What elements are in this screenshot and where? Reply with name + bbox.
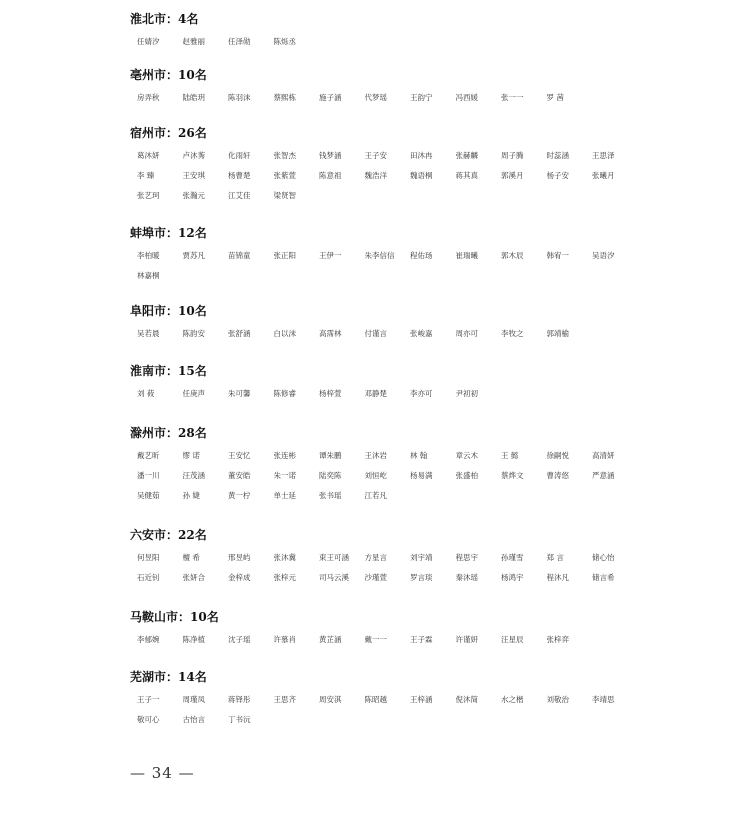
person-name: 崔瑞曦 xyxy=(455,251,478,260)
page-number: — 34 — xyxy=(130,764,195,782)
person-name: 张紫萱 xyxy=(273,171,296,180)
person-name: 杨曹楚 xyxy=(228,171,251,180)
person-name: 缪 诺 xyxy=(182,451,200,460)
person-name: 王 懿 xyxy=(501,451,519,460)
section-title: 淮南市：15名 xyxy=(130,364,207,378)
person-name: 杨鸿宇 xyxy=(501,573,524,582)
person-name: 陆皓玥 xyxy=(182,93,205,102)
section-title: 宿州市：26名 xyxy=(130,126,207,140)
person-name: 张曦月 xyxy=(592,171,615,180)
name-list xyxy=(137,384,730,404)
person-name: 林 翰 xyxy=(410,451,428,460)
name-list xyxy=(137,630,730,650)
person-name: 李柏暖 xyxy=(137,251,160,260)
person-name: 陈意祖 xyxy=(319,171,342,180)
person-name: 陈韵安 xyxy=(182,329,205,338)
section-title: 芜湖市：14名 xyxy=(130,670,207,684)
person-name: 陆奕陈 xyxy=(319,471,342,480)
person-name: 尹初初 xyxy=(455,389,478,398)
person-name: 张盛柏 xyxy=(455,471,478,480)
person-name: 潘一川 xyxy=(137,471,160,480)
person-name: 何昱阳 xyxy=(137,553,160,562)
name-list xyxy=(137,32,730,52)
person-name: 王子安 xyxy=(364,151,387,160)
person-name: 苗锦童 xyxy=(228,251,251,260)
person-name: 张瀚元 xyxy=(182,191,205,200)
person-name: 董安皓 xyxy=(228,471,251,480)
person-name: 王安琪 xyxy=(182,171,205,180)
name-list xyxy=(137,88,730,108)
person-name: 田沐冉 xyxy=(410,151,433,160)
person-name: 单士延 xyxy=(273,491,296,500)
person-name: 司马云溪 xyxy=(319,573,349,582)
person-name: 高霈林 xyxy=(319,329,342,338)
section-wuhu xyxy=(130,670,730,730)
person-name: 黄一柠 xyxy=(228,491,251,500)
person-name: 施子涵 xyxy=(319,93,342,102)
person-name: 王梓涵 xyxy=(410,695,433,704)
person-name: 孙 婕 xyxy=(182,491,200,500)
person-name: 王思泽 xyxy=(592,151,615,160)
name-list xyxy=(137,548,730,588)
person-name: 杨易满 xyxy=(410,471,433,480)
person-name: 陈修睿 xyxy=(273,389,296,398)
person-name: 李靖思 xyxy=(592,695,615,704)
person-name: 严意涵 xyxy=(592,471,615,480)
person-name: 朱一诺 xyxy=(273,471,296,480)
person-name: 任庚声 xyxy=(182,389,205,398)
person-name: 陈净植 xyxy=(182,635,205,644)
section-huainan xyxy=(130,364,730,404)
section-title: 阜阳市：10名 xyxy=(130,304,207,318)
person-name: 刘宇靖 xyxy=(410,553,433,562)
person-name: 白以沫 xyxy=(273,329,296,338)
section-title: 滁州市：28名 xyxy=(130,426,207,440)
person-name: 时蕊涵 xyxy=(546,151,569,160)
person-name: 刘敬治 xyxy=(546,695,569,704)
name-list xyxy=(137,446,730,506)
person-name: 敬可心 xyxy=(137,715,160,724)
person-name: 张一一 xyxy=(501,93,524,102)
person-name: 蒋铎彤 xyxy=(228,695,251,704)
person-name: 陈昭越 xyxy=(364,695,387,704)
section-huaibei xyxy=(130,12,730,52)
section-title: 马鞍山市：10名 xyxy=(130,610,219,624)
person-name: 魏浩洋 xyxy=(364,171,387,180)
person-name: 魏语桐 xyxy=(410,171,433,180)
person-name: 邢昱屿 xyxy=(228,553,251,562)
person-name: 古怡言 xyxy=(182,715,205,724)
name-list xyxy=(137,246,730,286)
person-name: 李牧之 xyxy=(501,329,524,338)
person-name: 戴一一 xyxy=(364,635,387,644)
person-name: 罗 茜 xyxy=(546,93,564,102)
person-name: 郭溪月 xyxy=(501,171,524,180)
person-name: 赵雅丽 xyxy=(182,37,205,46)
person-name: 檀 希 xyxy=(182,553,200,562)
person-name: 冯西媛 xyxy=(455,93,478,102)
person-name: 梁贤智 xyxy=(273,191,296,200)
person-name: 水之楷 xyxy=(501,695,524,704)
person-name: 郭木辰 xyxy=(501,251,524,260)
person-name: 王伊一 xyxy=(319,251,342,260)
person-name: 孙瑾雪 xyxy=(501,553,524,562)
section-chuzhou xyxy=(130,426,730,506)
person-name: 李亦可 xyxy=(410,389,433,398)
person-name: 程思宇 xyxy=(455,553,478,562)
person-name: 杨子安 xyxy=(546,171,569,180)
person-name: 王思齐 xyxy=(273,695,296,704)
person-name: 卢沐莠 xyxy=(182,151,205,160)
person-name: 郑 言 xyxy=(546,553,564,562)
person-name: 许慕肖 xyxy=(273,635,296,644)
person-name: 邓静楚 xyxy=(364,389,387,398)
person-name: 王子霖 xyxy=(410,635,433,644)
person-name: 曹涛悠 xyxy=(546,471,569,480)
person-name: 吴若晨 xyxy=(137,329,160,338)
person-name: 贾苏凡 xyxy=(182,251,205,260)
name-list xyxy=(137,690,730,730)
section-title: 亳州市：10名 xyxy=(130,68,207,82)
person-name: 王子一 xyxy=(137,695,160,704)
person-name: 江艾佳 xyxy=(228,191,251,200)
section-title: 六安市：22名 xyxy=(130,528,207,542)
person-name: 秦沐瑶 xyxy=(455,573,478,582)
person-name: 周瑾凤 xyxy=(182,695,205,704)
name-list xyxy=(137,146,730,206)
person-name: 房弄秋 xyxy=(137,93,160,102)
person-name: 张沐冀 xyxy=(273,553,296,562)
name-list xyxy=(137,324,730,344)
person-name: 江若凡 xyxy=(364,491,387,500)
person-name: 张书瑶 xyxy=(319,491,342,500)
person-name: 王沐岩 xyxy=(364,451,387,460)
person-name: 黄芷涵 xyxy=(319,635,342,644)
person-name: 丁书沅 xyxy=(228,715,251,724)
person-name: 高清妍 xyxy=(592,451,615,460)
person-name: 徐嗣悦 xyxy=(546,451,569,460)
person-name: 李郁婉 xyxy=(137,635,160,644)
person-name: 韩宥一 xyxy=(546,251,569,260)
person-name: 束王可涵 xyxy=(319,553,349,562)
person-name: 周安淇 xyxy=(319,695,342,704)
person-name: 张赫麟 xyxy=(455,151,478,160)
person-name: 任泽勋 xyxy=(228,37,251,46)
person-name: 蒋其真 xyxy=(455,171,478,180)
person-name: 沈子瑶 xyxy=(228,635,251,644)
person-name: 张连彬 xyxy=(273,451,296,460)
person-name: 汪星辰 xyxy=(501,635,524,644)
person-name: 刘 莜 xyxy=(137,389,155,398)
person-name: 张正阳 xyxy=(273,251,296,260)
person-name: 谭朱鹏 xyxy=(319,451,342,460)
person-name: 钱梦涵 xyxy=(319,151,342,160)
person-name: 蔡烨文 xyxy=(501,471,524,480)
person-name: 陈羽沫 xyxy=(228,93,251,102)
person-name: 储言希 xyxy=(592,573,615,582)
person-name: 陈烁丞 xyxy=(273,37,296,46)
section-title: 淮北市：4名 xyxy=(130,12,199,26)
person-name: 章云木 xyxy=(455,451,478,460)
person-name: 罗言琰 xyxy=(410,573,433,582)
person-name: 汪茂涵 xyxy=(182,471,205,480)
person-name: 葛沐妍 xyxy=(137,151,160,160)
person-name: 吴健茹 xyxy=(137,491,160,500)
person-name: 倪沐简 xyxy=(455,695,478,704)
person-name: 杨梓萱 xyxy=(319,389,342,398)
person-name: 张妍合 xyxy=(182,573,205,582)
person-name: 朱李信信 xyxy=(364,251,395,260)
person-name: 王安忆 xyxy=(228,451,251,460)
person-name: 代梦瑶 xyxy=(364,93,387,102)
person-name: 吴语汐 xyxy=(592,251,615,260)
person-name: 张峻嘉 xyxy=(410,329,433,338)
person-name: 王韵宁 xyxy=(410,93,433,102)
person-name: 郭靖榆 xyxy=(546,329,569,338)
person-name: 张智杰 xyxy=(273,151,296,160)
person-name: 付谨言 xyxy=(364,329,387,338)
person-name: 方星言 xyxy=(364,553,387,562)
person-name: 张梓元 xyxy=(273,573,296,582)
person-name: 储心怡 xyxy=(592,553,615,562)
person-name: 周亦可 xyxy=(455,329,478,338)
person-name: 刘恒屹 xyxy=(364,471,387,480)
person-name: 程沐凡 xyxy=(546,573,569,582)
person-name: 张舒涵 xyxy=(228,329,251,338)
section-suzhou xyxy=(130,126,730,206)
section-bozhou xyxy=(130,68,730,108)
section-bengbu xyxy=(130,226,730,286)
person-name: 程佑玚 xyxy=(410,251,433,260)
person-name: 石近钊 xyxy=(137,573,160,582)
person-name: 化雨轩 xyxy=(228,151,251,160)
person-name: 金梓成 xyxy=(228,573,251,582)
person-name: 戴艺昕 xyxy=(137,451,160,460)
person-name: 沙瑾萱 xyxy=(364,573,387,582)
person-name: 林嘉桐 xyxy=(137,271,160,280)
person-name: 朱可馨 xyxy=(228,389,251,398)
person-name: 任婧汐 xyxy=(137,37,160,46)
person-name: 张梓弈 xyxy=(546,635,569,644)
person-name: 蔡熙栋 xyxy=(273,93,296,102)
section-luan xyxy=(130,528,730,588)
section-maanshan xyxy=(130,610,730,650)
person-name: 张艺珂 xyxy=(137,191,160,200)
person-name: 许谨妍 xyxy=(455,635,478,644)
person-name: 周子腾 xyxy=(501,151,524,160)
section-title: 蚌埠市：12名 xyxy=(130,226,207,240)
person-name: 李 臻 xyxy=(137,171,155,180)
section-fuyang xyxy=(130,304,730,344)
